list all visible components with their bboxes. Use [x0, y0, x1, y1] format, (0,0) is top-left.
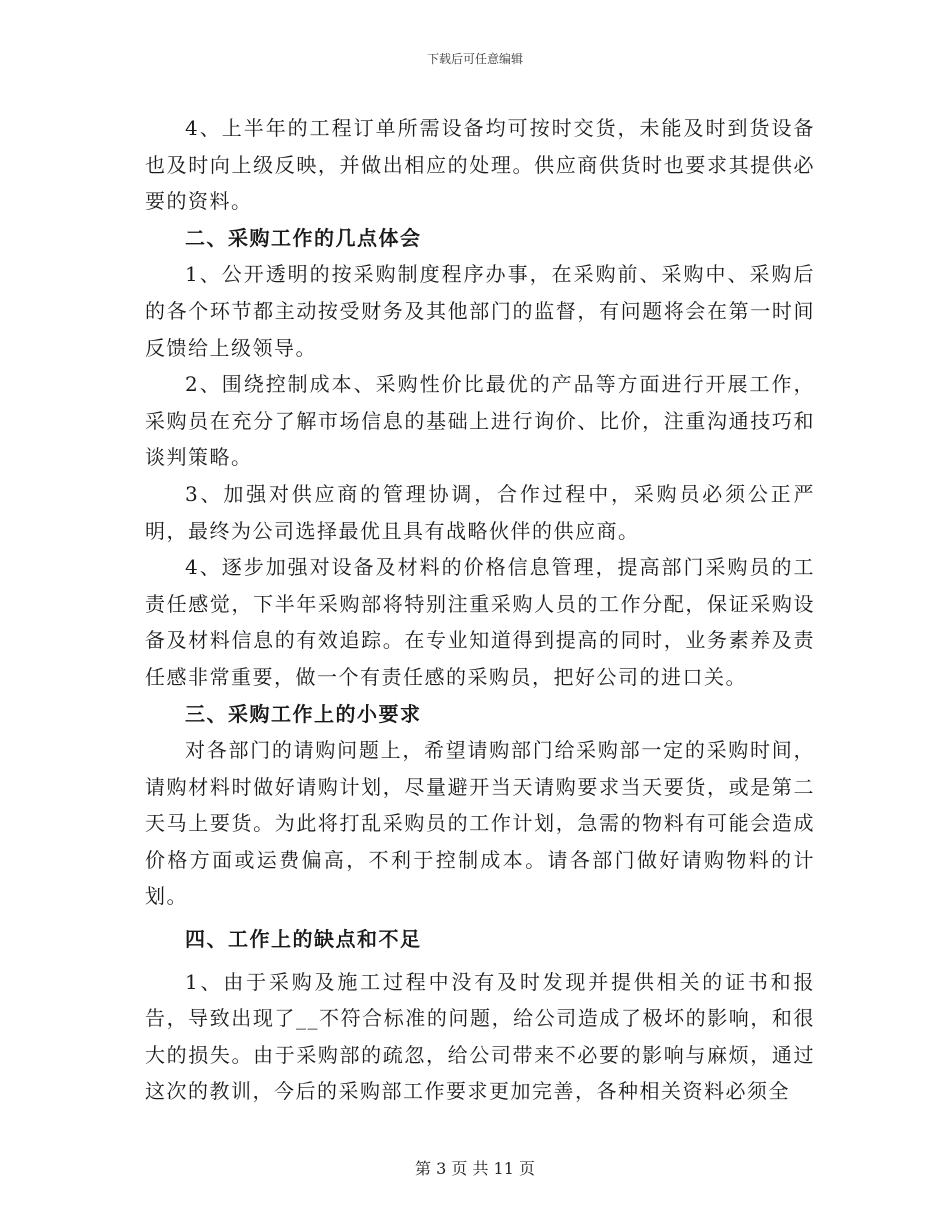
paragraph-supplier-management: 3、加强对供应商的管理协调，合作过程中，采购员必须公正严明，最终为公司选择最优且具有战略伙伴的供应商。	[145, 481, 815, 543]
paragraph-price-information: 4、逐步加强对设备及材料的价格信息管理，提高部门采购员的工责任感觉，下半年采购部将特别注重采购人员的工作分配，保证采购设备及材料信息的有效追踪。在专业知道得到提高的同时，业务素养及责任感非常重要，做一个有责任感的采购员，把好公司的进口关。	[145, 555, 815, 689]
section-heading-purchasing-insights: 二、采购工作的几点体会	[185, 225, 422, 250]
paragraph-certificate-issue: 1、由于采购及施工过程中没有及时发现并提供相关的证书和报告，导致出现了__不符合标准的问题，给公司造成了极坏的影响，和很大的损失。由于采购部的疏忽，给公司带来不必要的影响与麻烦，通过这次的教训，今后的采购部工作要求更加完善，各种相关资料必须全	[145, 969, 815, 1104]
paragraph-cost-control: 2、围绕控制成本、采购性价比最优的产品等方面进行开展工作，采购员在充分了解市场信息的基础上进行询价、比价，注重沟通技巧和谈判策略。	[145, 372, 815, 470]
section-heading-small-requests: 三、采购工作上的小要求	[185, 701, 422, 726]
paragraph-transparent-procedure: 1、公开透明的按采购制度程序办事，在采购前、采购中、采购后的各个环节都主动按受财务及其他部门的监督，有问题将会在第一时间反馈给上级领导。	[145, 262, 815, 360]
document-body	[145, 110, 815, 1110]
paragraph-purchase-requests: 对各部门的请购问题上，希望请购部门给采购部一定的采购时间，请购材料时做好请购计划，尽量避开当天请购要求当天要货，或是第二天马上要货。为此将打乱采购员的工作计划，急需的物料有可能会造成价格方面或运费偏高，不利于控制成本。请各部门做好请购物料的计划。	[145, 738, 815, 909]
section-heading-shortcomings: 四、工作上的缺点和不足	[185, 927, 422, 952]
page-footer: 第 3 页 共 11 页	[415, 1159, 535, 1178]
page-header: 下载后可任意编辑	[426, 52, 523, 66]
paragraph-equipment-delivery: 4、上半年的工程订单所需设备均可按时交货，未能及时到货设备也及时向上级反映，并做出相应的处理。供应商供货时也要求其提供必要的资料。	[145, 116, 815, 214]
